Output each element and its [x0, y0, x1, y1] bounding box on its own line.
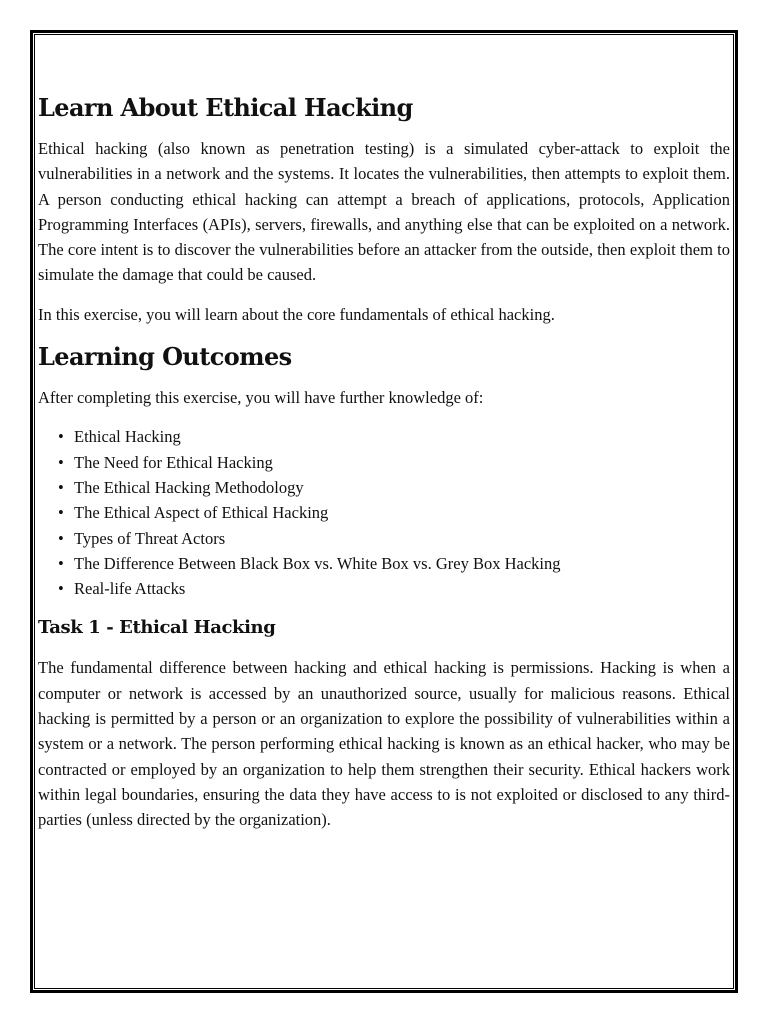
bullet-icon: •	[58, 503, 64, 523]
bullet-icon: •	[58, 427, 64, 447]
bullet-icon: •	[58, 477, 64, 497]
list-item	[38, 450, 730, 475]
bullet-icon: •	[58, 579, 64, 599]
list-item-text: The Need for Ethical Hacking	[74, 452, 273, 472]
learning-outcomes-list	[38, 424, 730, 601]
bullet-icon: •	[58, 452, 64, 472]
task-1-body: The fundamental difference between hacking and ethical hacking is permissions. Hacking is when a computer or network is accessed by an unauthorized source, usually for malicious reasons. Ethical hacking is permitted by a person or an organization to explore the possibility of vulnerabilities within a system or a network. The person performing ethical hacking is known as an ethical hacker, who may be contracted or employed by an organization to help them strengthen their security. Ethical hackers work within legal boundaries, ensuring the data they have access to is not exploited or disclosed to any third-parties (unless directed by the organization).	[38, 658, 730, 830]
list-item-text: The Ethical Hacking Methodology	[74, 477, 304, 497]
document-body	[38, 92, 730, 847]
list-item-text: Ethical Hacking	[74, 427, 181, 447]
list-item	[38, 551, 730, 576]
list-item	[38, 576, 730, 601]
exercise-summary: In this exercise, you will learn about the core fundamentals of ethical hacking.	[38, 304, 555, 324]
learning-outcomes-lead: After completing this exercise, you will have further knowledge of:	[38, 388, 484, 408]
list-item	[38, 475, 730, 500]
list-item	[38, 424, 730, 449]
list-item	[38, 500, 730, 525]
list-item-text: Types of Threat Actors	[74, 528, 226, 548]
list-item-text: The Difference Between Black Box vs. White Box vs. Grey Box Hacking	[74, 553, 561, 573]
list-item-text: Real-life Attacks	[74, 579, 186, 599]
list-item	[38, 526, 730, 551]
page-title: Learn About Ethical Hacking	[38, 93, 413, 122]
bullet-icon: •	[58, 553, 64, 573]
bullet-icon: •	[58, 528, 64, 548]
task-1-heading: Task 1 - Ethical Hacking	[38, 617, 276, 639]
learning-outcomes-heading: Learning Outcomes	[38, 342, 292, 372]
list-item-text: The Ethical Aspect of Ethical Hacking	[74, 503, 329, 523]
intro-paragraph: Ethical hacking (also known as penetration testing) is a simulated cyber-attack to exploit the vulnerabilities in a network and the systems. It locates the vulnerabilities, then attempts to exploit them. A person conducting ethical hacking can attempt a breach of applications, protocols, Application Programming Interfaces (APIs), servers, firewalls, and anything else that can be exploited on a network. The core intent is to discover the vulnerabilities before an attacker from the outside, then exploit them to simulate the damage that could be caused.	[38, 139, 730, 285]
